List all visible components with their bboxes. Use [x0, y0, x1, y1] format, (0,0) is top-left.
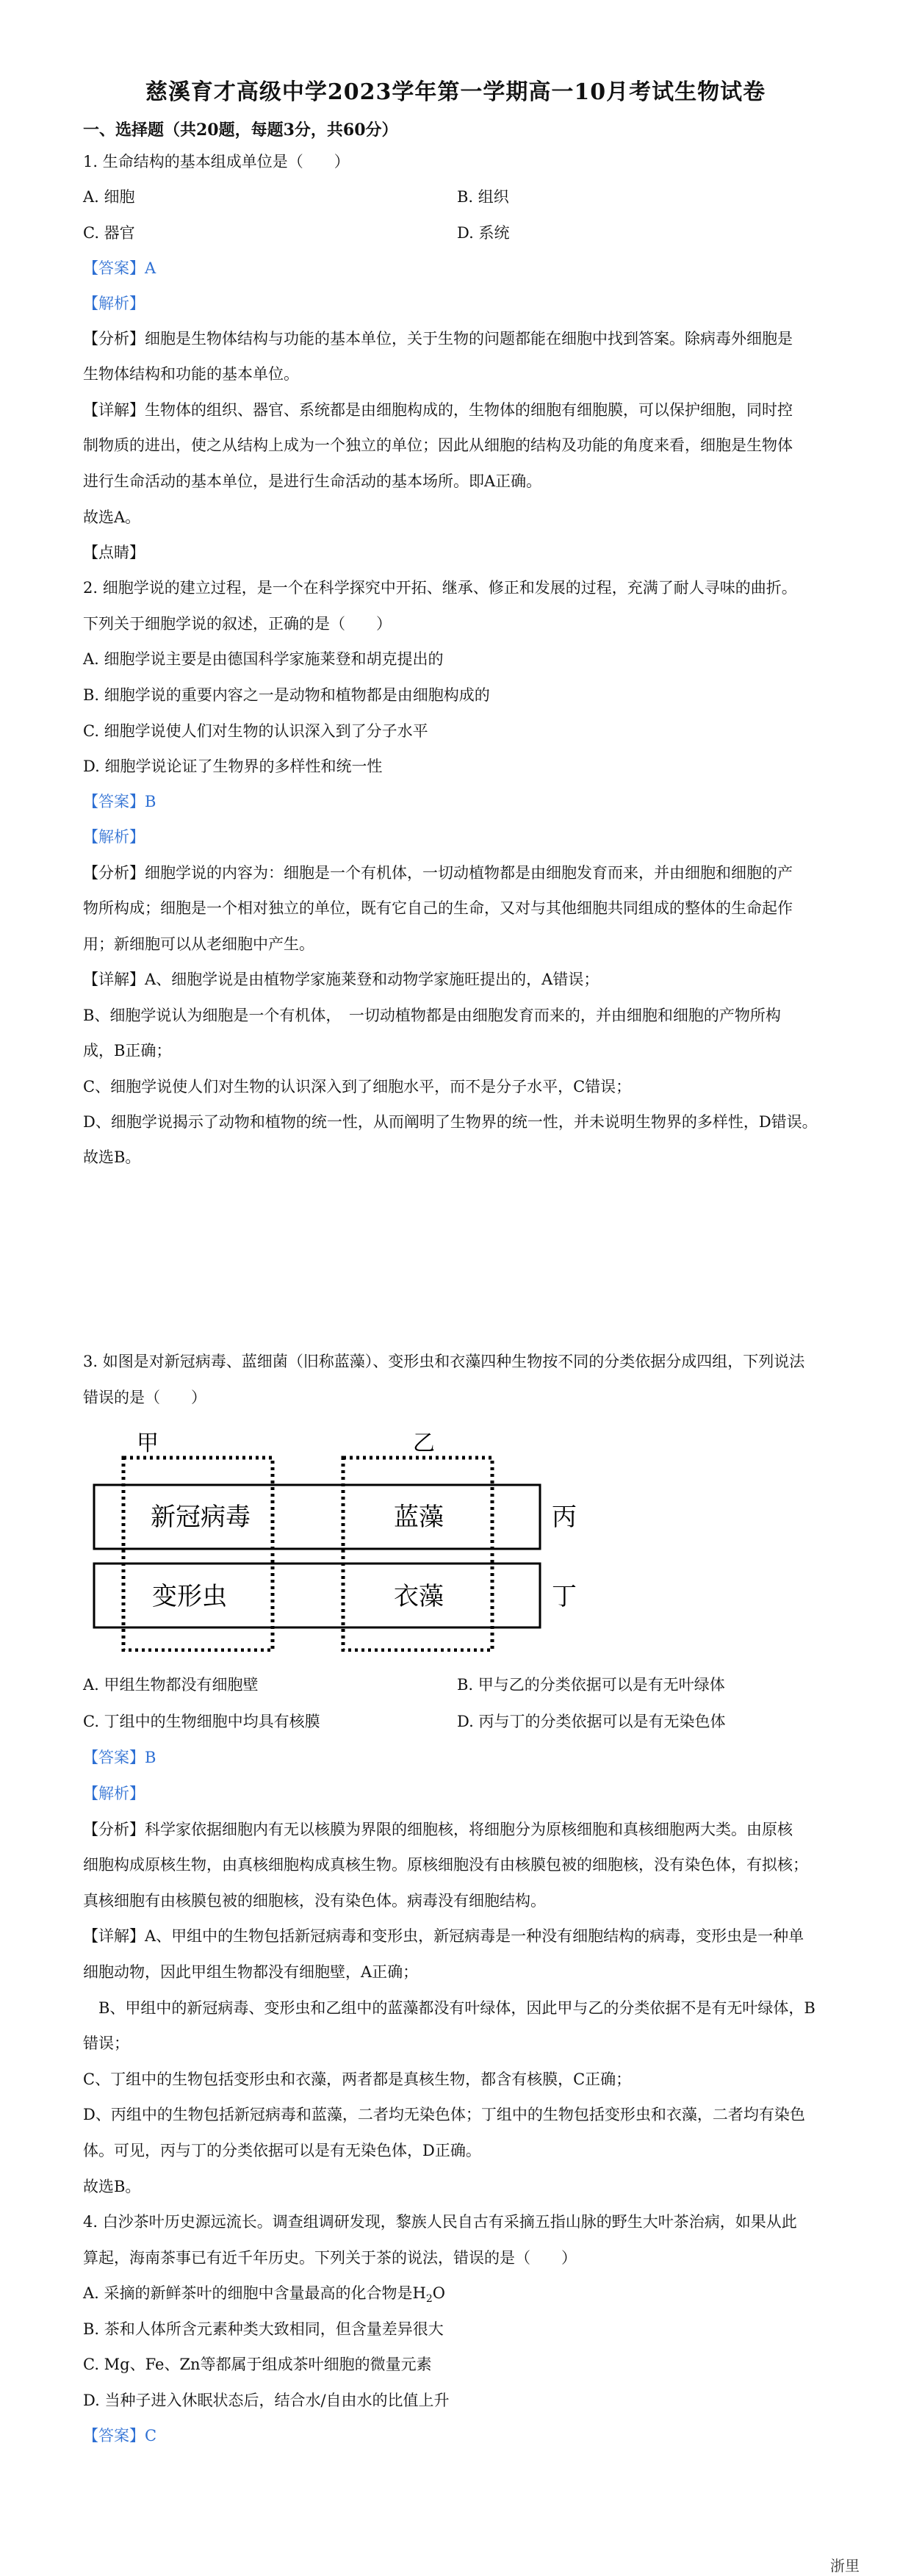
q1-option-d: D. 系统: [457, 224, 510, 242]
q3-xiangjie-line: 体。可见，丙与丁的分类依据可以是有无染色体，D正确。: [83, 2142, 481, 2159]
q2-xiangjie-line: 【详解】A、细胞学说是由植物学家施莱登和动物学家施旺提出的，A错误；: [83, 971, 599, 988]
q3-analysis-label: 【解析】: [83, 1785, 145, 1802]
q2-xiangjie-line: C、细胞学说使人们对生物的认识深入到了细胞水平，而不是分子水平，C错误；: [83, 1078, 632, 1095]
q3-xiangjie-line: 【详解】A、甲组中的生物包括新冠病毒和变形虫，新冠病毒是一种没有细胞结构的病毒，变形虫是一种单: [83, 1927, 804, 1945]
q3-xiangjie-line: 细胞动物，因此甲组生物都没有细胞壁，A正确；: [83, 1963, 419, 1981]
q1-xiangjie-line: 【详解】生物体的组织、器官、系统都是由细胞构成的，生物体的细胞有细胞膜，可以保护细胞，同时控: [83, 401, 793, 419]
q2-option-c: C. 细胞学说使人们对生物的认识深入到了分子水平: [83, 722, 428, 740]
footer-watermark: 浙里: [830, 2557, 860, 2575]
q1-option-b: B. 组织: [457, 188, 509, 206]
q2-fenxi-line: 用；新细胞可以从老细胞中产生。: [83, 935, 314, 953]
organism-virus: 新冠病毒: [151, 1503, 251, 1532]
q3-fenxi-line: 真核细胞有由核膜包被的细胞核，没有染色体。病毒没有细胞结构。: [83, 1892, 546, 1910]
q1-analysis-label: 【解析】: [83, 295, 145, 312]
q1-option-a: A. 细胞: [83, 188, 135, 206]
q1-dianjing: 【点睛】: [83, 544, 145, 561]
q1-choose: 故选A。: [83, 508, 141, 526]
q4-stem-line: 4. 白沙茶叶历史源远流长。调查组调研发现，黎族人民自古有采摘五指山脉的野生大叶茶治病，如果从此: [83, 2213, 797, 2231]
q4-option-a-sub: 2: [425, 2293, 433, 2306]
organism-yizao: 衣藻: [394, 1582, 444, 1611]
q4-option-a-tail: O: [432, 2284, 445, 2302]
organism-amoeba: 变形虫: [152, 1582, 227, 1611]
q2-stem-line: 2. 细胞学说的建立过程，是一个在科学探究中开拓、继承、修正和发展的过程，充满了耐人寻味的曲折。: [83, 579, 797, 597]
q3-answer: 【答案】B: [83, 1749, 156, 1766]
label-jia: 甲: [137, 1431, 159, 1456]
group-jia-box: [123, 1458, 273, 1650]
q2-option-d: D. 细胞学说论证了生物界的多样性和统一性: [83, 758, 383, 775]
q4-option-d: D. 当种子进入休眠状态后，结合水/自由水的比值上升: [83, 2392, 450, 2409]
section-heading: 一、选择题（共20题，每题3分，共60分）: [83, 120, 398, 140]
q2-stem-line: 下列关于细胞学说的叙述，正确的是（ ）: [83, 615, 392, 633]
q1-answer: 【答案】A: [83, 259, 156, 277]
group-yi-box: [343, 1458, 492, 1650]
q2-analysis-label: 【解析】: [83, 828, 145, 846]
q2-fenxi-line: 【分析】细胞学说的内容为：细胞是一个有机体，一切动植物都是由细胞发育而来，并由细胞和细胞的产: [83, 864, 793, 882]
q3-choose: 故选B。: [83, 2178, 141, 2195]
q3-option-c: C. 丁组中的生物细胞中均具有核膜: [83, 1713, 320, 1730]
q3-xiangjie-line: C、丁组中的生物包括变形虫和衣藻，两者都是真核生物，都含有核膜，C正确；: [83, 2070, 632, 2088]
classification-figure: [92, 1431, 599, 1652]
q3-xiangjie-line: D、丙组中的生物包括新冠病毒和蓝藻，二者均无染色体；丁组中的生物包括变形虫和衣藻，二者均有染色: [83, 2106, 805, 2123]
exam-title: 慈溪育才高级中学2023学年第一学期高一10月考试生物试卷: [145, 79, 766, 105]
q3-xiangjie-line: 错误；: [83, 2034, 129, 2052]
q2-choose: 故选B。: [83, 1148, 141, 1166]
q4-option-a: [83, 2282, 445, 2310]
q3-fenxi-line: 【分析】科学家依据细胞内有无以核膜为界限的细胞核，将细胞分为原核细胞和真核细胞两大类。由原核: [83, 1821, 793, 1838]
q3-option-d: D. 丙与丁的分类依据可以是有无染色体: [457, 1713, 726, 1730]
q3-option-b: B. 甲与乙的分类依据可以是有无叶绿体: [457, 1676, 725, 1694]
label-bing: 丙: [552, 1503, 577, 1532]
q2-option-b: B. 细胞学说的重要内容之一是动物和植物都是由细胞构成的: [83, 686, 490, 704]
q2-xiangjie-line: 成，B正确；: [83, 1042, 172, 1059]
q1-option-c: C. 器官: [83, 224, 135, 242]
q3-xiangjie-line: B、甲组中的新冠病毒、变形虫和乙组中的蓝藻都没有叶绿体，因此甲与乙的分类依据不是有无叶绿体，B: [83, 1999, 815, 2017]
label-yi: 乙: [413, 1431, 435, 1456]
q4-option-c: C. Mg、Fe、Zn等都属于组成茶叶细胞的微量元素: [83, 2356, 432, 2373]
q2-option-a: A. 细胞学说主要是由德国科学家施莱登和胡克提出的: [83, 650, 444, 668]
q3-option-a: A. 甲组生物都没有细胞壁: [83, 1676, 259, 1694]
label-ding: 丁: [552, 1582, 577, 1611]
q2-xiangjie-line: B、细胞学说认为细胞是一个有机体， 一切动植物都是由细胞发育而来的，并由细胞和细胞的产物所构: [83, 1007, 781, 1024]
q2-fenxi-line: 物所构成；细胞是一个相对独立的单位，既有它自己的生命，又对与其他细胞共同组成的整体的生命起作: [83, 899, 793, 917]
q1-xiangjie-line: 进行生命活动的基本单位，是进行生命活动的基本场所。即A正确。: [83, 472, 542, 490]
q4-answer: 【答案】C: [83, 2427, 157, 2444]
q2-xiangjie-line: D、细胞学说揭示了动物和植物的统一性，从而阐明了生物界的统一性，并未说明生物界的多样性，D错误。: [83, 1113, 818, 1131]
q2-answer: 【答案】B: [83, 793, 156, 810]
q4-option-a-text: A. 采摘的新鲜茶叶的细胞中含量最高的化合物是H: [83, 2284, 426, 2302]
q3-stem-line: 错误的是（ ）: [83, 1389, 206, 1406]
organism-lanzao: 蓝藻: [394, 1503, 444, 1532]
q1-fenxi-line: 生物体结构和功能的基本单位。: [83, 365, 299, 383]
q3-stem-line: 3. 如图是对新冠病毒、蓝细菌（旧称蓝藻）、变形虫和衣藻四种生物按不同的分类依据分成四组，下列说法: [83, 1353, 805, 1370]
q1-stem: 1. 生命结构的基本组成单位是（ ）: [83, 153, 350, 170]
q1-xiangjie-line: 制物质的进出，使之从结构上成为一个独立的单位；因此从细胞的结构及功能的角度来看，细胞是生物体: [83, 436, 793, 454]
q4-option-b: B. 茶和人体所含元素种类大致相同，但含量差异很大: [83, 2320, 444, 2338]
q3-fenxi-line: 细胞构成原核生物，由真核细胞构成真核生物。原核细胞没有由核膜包被的细胞核，没有染色体，有拟核；: [83, 1856, 808, 1874]
q1-fenxi-line: 【分析】细胞是生物体结构与功能的基本单位，关于生物的问题都能在细胞中找到答案。除病毒外细胞是: [83, 330, 793, 348]
q4-stem-line: 算起，海南茶事已有近千年历史。下列关于茶的说法，错误的是（ ）: [83, 2249, 577, 2267]
